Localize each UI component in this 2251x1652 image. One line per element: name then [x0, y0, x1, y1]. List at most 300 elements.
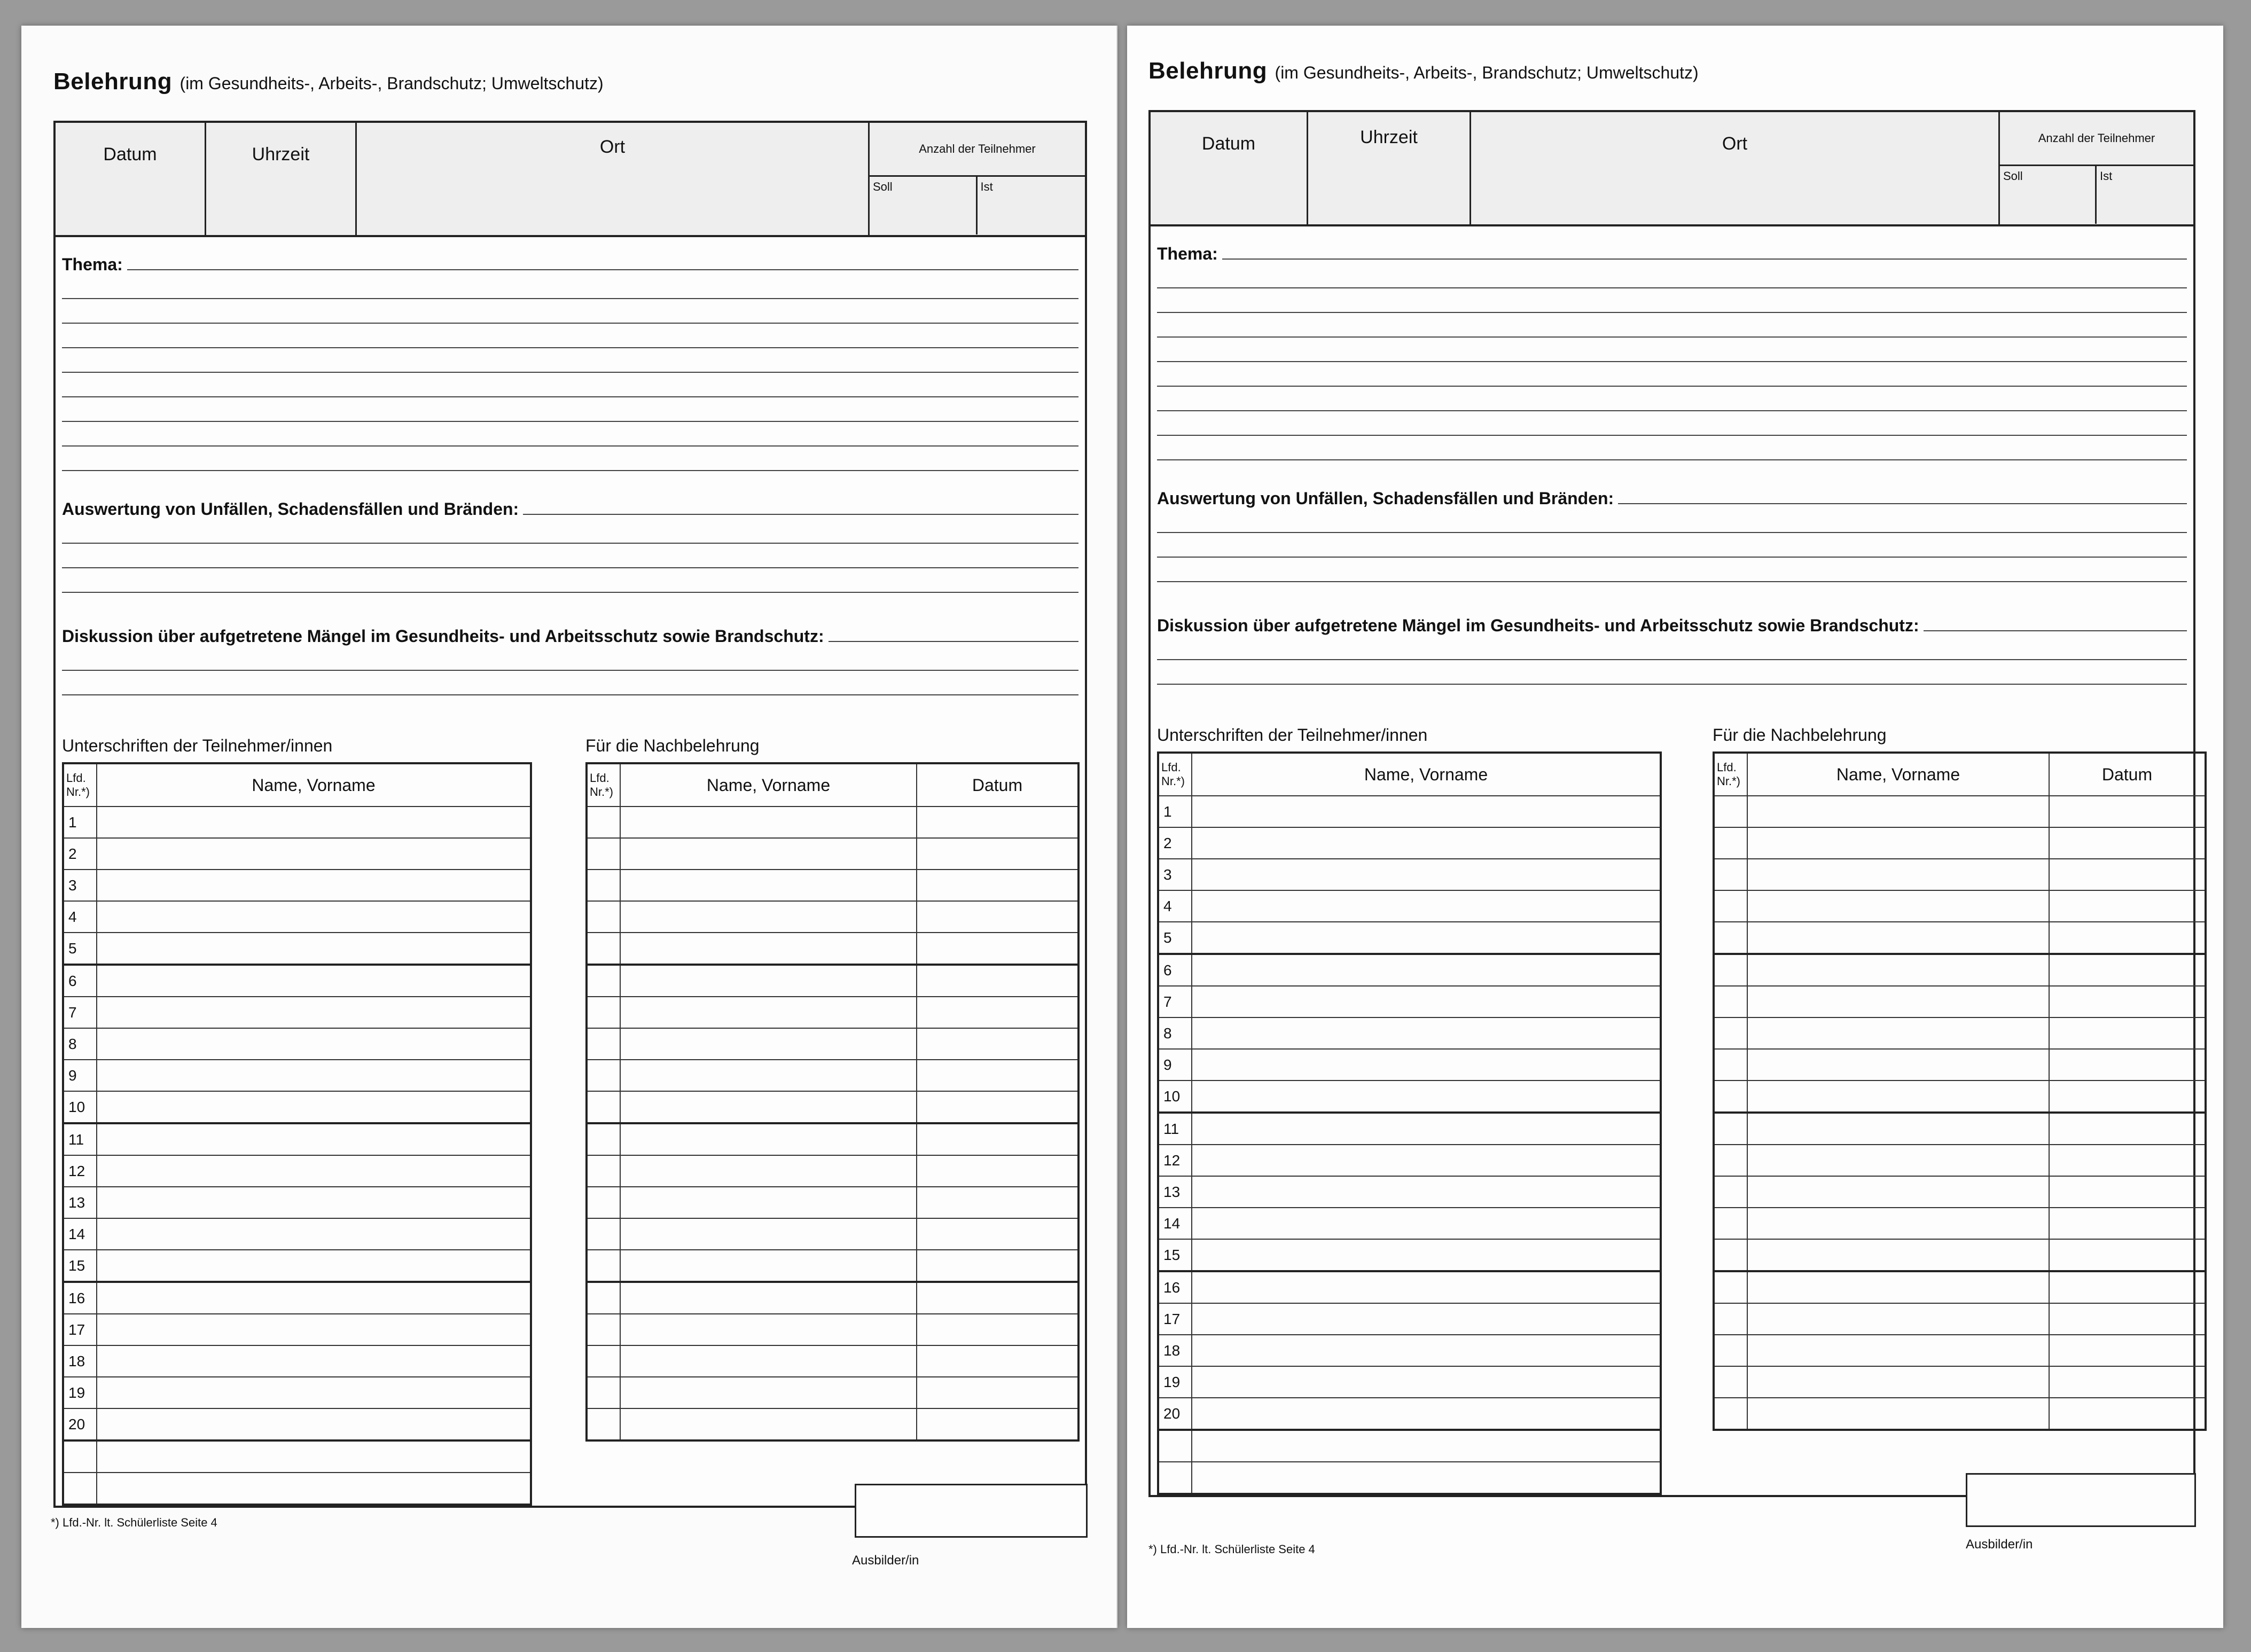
name-signature-cell[interactable] [1192, 890, 1661, 922]
nachbelehrung-caption: Für die Nachbelehrung [1713, 725, 1887, 745]
table-row [1158, 1335, 1661, 1366]
anzahl-cell [870, 123, 1085, 235]
row-number [587, 1218, 620, 1250]
date-cell[interactable] [2049, 796, 2206, 827]
row-number [1714, 1271, 1747, 1303]
row-number [587, 1314, 620, 1345]
col-name: Name, Vorname [1747, 753, 2049, 796]
ausbilder-label: Ausbilder/in [1966, 1537, 2033, 1552]
date-cell[interactable] [2049, 1398, 2206, 1430]
table-row [1158, 1049, 1661, 1081]
ist-field[interactable]: Ist [2100, 169, 2113, 183]
form-heading [53, 68, 1087, 116]
thema-line[interactable] [1222, 258, 2187, 260]
date-cell[interactable] [917, 1314, 1078, 1345]
footnote: *) Lfd.-Nr. lt. Schülerliste Seite 4 [1148, 1543, 1315, 1556]
date-cell[interactable] [917, 1345, 1078, 1377]
table-row [63, 1218, 531, 1250]
ausbilder-signature-box[interactable] [1966, 1473, 2196, 1527]
diskussion-label: Diskussion über aufgetretene Mängel im Gesundheits- und Arbeitsschutz sowie Brandschutz: [62, 627, 824, 646]
date-cell[interactable] [2049, 827, 2206, 859]
name-signature-cell[interactable] [1192, 922, 1661, 954]
name-signature-cell[interactable] [97, 1440, 531, 1473]
name-signature-cell[interactable] [1747, 986, 2049, 1017]
row-number: 17 [1158, 1303, 1192, 1335]
row-number [587, 1377, 620, 1408]
name-signature-cell[interactable] [1192, 954, 1661, 986]
name-signature-cell[interactable] [620, 933, 917, 965]
auswertung-label: Auswertung von Unfällen, Schadensfällen und Bränden: [1157, 489, 1614, 508]
name-signature-cell[interactable] [1747, 1049, 2049, 1081]
name-signature-cell[interactable] [1192, 1335, 1661, 1366]
name-signature-cell[interactable] [97, 1314, 531, 1345]
thema-line[interactable] [62, 348, 1078, 373]
name-signature-cell[interactable] [1747, 1145, 2049, 1176]
name-signature-cell[interactable] [1747, 1239, 2049, 1271]
table-row [1714, 1208, 2206, 1239]
date-cell[interactable] [917, 933, 1078, 965]
name-signature-cell[interactable] [620, 807, 917, 838]
table-row [587, 1187, 1078, 1218]
uhrzeit-cell[interactable] [206, 123, 357, 235]
name-signature-cell[interactable] [1192, 1113, 1661, 1145]
name-signature-cell[interactable] [97, 1377, 531, 1408]
thema-row[interactable] [1157, 226, 2187, 264]
name-signature-cell[interactable] [620, 1377, 917, 1408]
row-number [587, 933, 620, 965]
row-number: 4 [1158, 890, 1192, 922]
name-signature-cell[interactable] [97, 1187, 531, 1218]
name-signature-cell[interactable] [620, 870, 917, 901]
name-signature-cell[interactable] [97, 1473, 531, 1505]
name-signature-cell[interactable] [620, 1345, 917, 1377]
name-signature-cell[interactable] [620, 1282, 917, 1314]
col-lfd: Lfd. Nr.*) [1158, 753, 1192, 796]
table-row [63, 1408, 531, 1440]
date-cell[interactable] [2049, 986, 2206, 1017]
name-signature-cell[interactable] [1192, 1145, 1661, 1176]
ort-label: Ort [1722, 134, 1748, 154]
form-right [1148, 58, 2195, 1497]
row-number [1714, 1398, 1747, 1430]
name-signature-cell[interactable] [97, 1282, 531, 1314]
name-signature-cell[interactable] [1747, 1271, 2049, 1303]
thema-line[interactable] [1157, 313, 2187, 338]
signature-area [62, 736, 1078, 1506]
table-row [1714, 796, 2206, 827]
table-row [1158, 954, 1661, 986]
date-cell[interactable] [2049, 922, 2206, 954]
name-signature-cell[interactable] [620, 1123, 917, 1155]
name-signature-cell[interactable] [1192, 986, 1661, 1017]
table-row [63, 807, 531, 838]
content-box [53, 237, 1087, 1508]
name-signature-cell[interactable] [620, 1060, 917, 1091]
auswertung-line[interactable] [62, 544, 1078, 568]
date-cell[interactable] [2049, 1239, 2206, 1271]
table-row [587, 807, 1078, 838]
name-signature-cell[interactable] [1192, 1303, 1661, 1335]
auswertung-line[interactable] [1157, 558, 2187, 582]
table-row [1158, 1176, 1661, 1208]
ausbilder-signature-box[interactable] [855, 1484, 1088, 1538]
name-signature-cell[interactable] [1747, 1335, 2049, 1366]
date-cell[interactable] [917, 901, 1078, 933]
auswertung-line[interactable] [1157, 508, 2187, 533]
date-cell[interactable] [2049, 1303, 2206, 1335]
name-signature-cell[interactable] [620, 1187, 917, 1218]
table-row [1158, 1017, 1661, 1049]
name-signature-cell[interactable] [1747, 1398, 2049, 1430]
table-row [1714, 827, 2206, 859]
auswertung-line[interactable] [523, 513, 1078, 515]
thema-line[interactable] [62, 397, 1078, 422]
name-signature-cell[interactable] [97, 1123, 531, 1155]
ort-label: Ort [599, 137, 626, 157]
table-row [1714, 890, 2206, 922]
date-cell[interactable] [917, 1282, 1078, 1314]
table-row [587, 1250, 1078, 1282]
diskussion-line[interactable] [1157, 685, 2187, 709]
date-cell[interactable] [917, 1091, 1078, 1123]
diskussion-line[interactable] [1157, 660, 2187, 685]
thema-row[interactable] [62, 237, 1078, 275]
name-signature-cell[interactable] [1192, 1271, 1661, 1303]
date-cell[interactable] [917, 807, 1078, 838]
name-signature-cell[interactable] [1192, 1208, 1661, 1239]
row-number [587, 838, 620, 870]
auswertung-line[interactable] [1618, 503, 2187, 504]
thema-line[interactable] [1157, 338, 2187, 362]
uhrzeit-cell[interactable] [1308, 112, 1471, 224]
datum-cell[interactable] [1151, 112, 1308, 224]
name-signature-cell[interactable] [1747, 1303, 2049, 1335]
row-number: 12 [63, 1155, 97, 1187]
col-lfd: Lfd. Nr.*) [1714, 753, 1747, 796]
date-cell[interactable] [2049, 1081, 2206, 1113]
name-signature-cell[interactable] [97, 997, 531, 1028]
row-number: 1 [1158, 796, 1192, 827]
name-signature-cell[interactable] [1747, 859, 2049, 890]
row-number [587, 1345, 620, 1377]
name-signature-cell[interactable] [620, 1028, 917, 1060]
auswertung-line[interactable] [62, 519, 1078, 544]
ort-cell[interactable] [357, 123, 870, 235]
row-number [63, 1440, 97, 1473]
row-number [587, 870, 620, 901]
date-cell[interactable] [917, 838, 1078, 870]
date-cell[interactable] [917, 1250, 1078, 1282]
thema-line[interactable] [1157, 436, 2187, 460]
name-signature-cell[interactable] [97, 1218, 531, 1250]
form-title: Belehrung [53, 68, 173, 95]
date-cell[interactable] [2049, 1208, 2206, 1239]
uhrzeit-label: Uhrzeit [1360, 127, 1418, 147]
table-row [63, 838, 531, 870]
table-row [587, 933, 1078, 965]
date-cell[interactable] [917, 1218, 1078, 1250]
name-signature-cell[interactable] [620, 1314, 917, 1345]
nachbelehrung-caption: Für die Nachbelehrung [585, 736, 760, 755]
diskussion-line[interactable] [62, 695, 1078, 720]
table-row [1158, 986, 1661, 1017]
name-signature-cell[interactable] [97, 1408, 531, 1440]
diskussion-line[interactable] [829, 640, 1078, 642]
name-signature-cell[interactable] [97, 838, 531, 870]
thema-line[interactable] [62, 299, 1078, 324]
name-signature-cell[interactable] [97, 1250, 531, 1282]
table-row [587, 1155, 1078, 1187]
date-cell[interactable] [917, 1123, 1078, 1155]
row-number: 13 [1158, 1176, 1192, 1208]
name-signature-cell[interactable] [1747, 1081, 2049, 1113]
name-signature-cell[interactable] [1192, 1049, 1661, 1081]
row-number: 9 [63, 1060, 97, 1091]
thema-line[interactable] [1157, 387, 2187, 411]
auswertung-row[interactable] [62, 471, 1078, 519]
name-signature-cell[interactable] [1192, 859, 1661, 890]
row-number [1714, 986, 1747, 1017]
participants-caption: Unterschriften der Teilnehmer/innen [1157, 725, 1428, 745]
table-row [63, 1345, 531, 1377]
thema-line[interactable] [62, 275, 1078, 299]
table-row [1158, 1081, 1661, 1113]
row-number [587, 1408, 620, 1440]
diskussion-row[interactable] [62, 593, 1078, 646]
anzahl-cell [2000, 112, 2193, 224]
row-number: 16 [63, 1282, 97, 1314]
thema-line[interactable] [62, 324, 1078, 348]
row-number [1714, 1113, 1747, 1145]
table-row [1714, 1176, 2206, 1208]
table-row [1158, 1239, 1661, 1271]
header-table [1148, 110, 2195, 226]
name-signature-cell[interactable] [97, 1091, 531, 1123]
name-signature-cell[interactable] [1747, 796, 2049, 827]
name-signature-cell[interactable] [1747, 827, 2049, 859]
footnote: *) Lfd.-Nr. lt. Schülerliste Seite 4 [51, 1516, 217, 1529]
name-signature-cell[interactable] [97, 1155, 531, 1187]
diskussion-line[interactable] [1924, 630, 2187, 631]
auswertung-label: Auswertung von Unfällen, Schadensfällen und Bränden: [62, 499, 519, 519]
date-cell[interactable] [2049, 1017, 2206, 1049]
soll-field[interactable]: Soll [2000, 166, 2097, 224]
row-number [1158, 1430, 1192, 1462]
table-row [63, 901, 531, 933]
name-signature-cell[interactable] [1747, 1208, 2049, 1239]
table-row [1714, 1017, 2206, 1049]
row-number [1158, 1462, 1192, 1494]
row-number [587, 1282, 620, 1314]
row-number: 3 [1158, 859, 1192, 890]
name-signature-cell[interactable] [620, 901, 917, 933]
name-signature-cell[interactable] [620, 1091, 917, 1123]
signature-area [1157, 725, 2187, 1495]
diskussion-line[interactable] [62, 671, 1078, 695]
table-row [1158, 1208, 1661, 1239]
table-row [63, 1250, 531, 1282]
name-signature-cell[interactable] [1192, 1081, 1661, 1113]
name-signature-cell[interactable] [97, 1345, 531, 1377]
name-signature-cell[interactable] [1192, 796, 1661, 827]
thema-line[interactable] [62, 373, 1078, 397]
date-cell[interactable] [2049, 1335, 2206, 1366]
uhrzeit-label: Uhrzeit [252, 144, 310, 165]
name-signature-cell[interactable] [97, 1028, 531, 1060]
date-cell[interactable] [917, 1377, 1078, 1408]
name-signature-cell[interactable] [620, 1408, 917, 1440]
table-row [587, 901, 1078, 933]
date-cell[interactable] [917, 1028, 1078, 1060]
date-cell[interactable] [2049, 1366, 2206, 1398]
row-number [1714, 1176, 1747, 1208]
name-signature-cell[interactable] [1192, 1398, 1661, 1430]
datum-label: Datum [1201, 134, 1256, 154]
date-cell[interactable] [2049, 1049, 2206, 1081]
thema-line[interactable] [62, 447, 1078, 471]
name-signature-cell[interactable] [97, 870, 531, 901]
ausbilder-label: Ausbilder/in [852, 1553, 919, 1568]
table-row [1714, 1145, 2206, 1176]
row-number [587, 1028, 620, 1060]
table-row [1714, 1398, 2206, 1430]
date-cell[interactable] [2049, 1176, 2206, 1208]
row-number [1714, 859, 1747, 890]
row-number: 1 [63, 807, 97, 838]
name-signature-cell[interactable] [1747, 1113, 2049, 1145]
table-row [587, 1314, 1078, 1345]
name-signature-cell[interactable] [1192, 827, 1661, 859]
date-cell[interactable] [917, 870, 1078, 901]
row-number: 9 [1158, 1049, 1192, 1081]
datum-cell[interactable] [56, 123, 206, 235]
date-cell[interactable] [917, 1060, 1078, 1091]
name-signature-cell[interactable] [620, 1218, 917, 1250]
participants-table [1157, 751, 1662, 1495]
date-cell[interactable] [2049, 1271, 2206, 1303]
thema-line[interactable] [127, 269, 1078, 270]
name-signature-cell[interactable] [97, 1060, 531, 1091]
table-row [1158, 859, 1661, 890]
name-signature-cell[interactable] [97, 807, 531, 838]
name-signature-cell[interactable] [1192, 1176, 1661, 1208]
name-signature-cell[interactable] [1192, 1017, 1661, 1049]
table-row [1158, 890, 1661, 922]
form-subtitle: (im Gesundheits-, Arbeits-, Brandschutz; Umweltschutz) [1275, 63, 1699, 82]
table-row [587, 1408, 1078, 1440]
name-signature-cell[interactable] [1192, 1462, 1661, 1494]
date-cell[interactable] [917, 1155, 1078, 1187]
name-signature-cell[interactable] [620, 965, 917, 997]
ort-cell[interactable] [1471, 112, 2000, 224]
table-row [63, 1377, 531, 1408]
row-number [587, 1155, 620, 1187]
name-signature-cell[interactable] [1192, 1239, 1661, 1271]
date-cell[interactable] [917, 1408, 1078, 1440]
name-signature-cell[interactable] [1747, 1366, 2049, 1398]
participants-block [1157, 725, 1662, 1495]
name-signature-cell[interactable] [1747, 1176, 2049, 1208]
diskussion-row[interactable] [1157, 582, 2187, 636]
date-cell[interactable] [2049, 859, 2206, 890]
table-row [587, 1028, 1078, 1060]
date-cell[interactable] [917, 997, 1078, 1028]
row-number [1714, 1049, 1747, 1081]
table-row [1158, 1145, 1661, 1176]
col-name: Name, Vorname [620, 763, 917, 807]
date-cell[interactable] [2049, 1113, 2206, 1145]
name-signature-cell[interactable] [1192, 1366, 1661, 1398]
auswertung-line[interactable] [62, 568, 1078, 593]
thema-line[interactable] [1157, 362, 2187, 387]
row-number [587, 1091, 620, 1123]
row-number: 18 [1158, 1335, 1192, 1366]
table-row [587, 870, 1078, 901]
name-signature-cell[interactable] [97, 901, 531, 933]
row-number [587, 807, 620, 838]
table-row [1714, 1366, 2206, 1398]
thema-line[interactable] [62, 422, 1078, 447]
auswertung-row[interactable] [1157, 460, 2187, 508]
name-signature-cell[interactable] [620, 997, 917, 1028]
date-cell[interactable] [917, 965, 1078, 997]
ist-field[interactable]: Ist [980, 180, 993, 193]
row-number: 11 [1158, 1113, 1192, 1145]
name-signature-cell[interactable] [1192, 1430, 1661, 1462]
name-signature-cell[interactable] [620, 838, 917, 870]
name-signature-cell[interactable] [620, 1250, 917, 1282]
date-cell[interactable] [2049, 890, 2206, 922]
auswertung-line[interactable] [1157, 533, 2187, 558]
row-number [587, 1187, 620, 1218]
table-row [63, 1473, 531, 1505]
participants-block [62, 736, 532, 1506]
thema-line[interactable] [1157, 288, 2187, 313]
name-signature-cell[interactable] [97, 965, 531, 997]
table-row [63, 1060, 531, 1091]
name-signature-cell[interactable] [97, 933, 531, 965]
name-signature-cell[interactable] [620, 1155, 917, 1187]
date-cell[interactable] [917, 1187, 1078, 1218]
diskussion-line[interactable] [62, 646, 1078, 671]
table-row [63, 997, 531, 1028]
thema-line[interactable] [1157, 264, 2187, 288]
row-number: 18 [63, 1345, 97, 1377]
row-number [1714, 922, 1747, 954]
table-row [1158, 1462, 1661, 1494]
table-row [63, 870, 531, 901]
thema-line[interactable] [1157, 411, 2187, 436]
row-number [587, 1250, 620, 1282]
name-signature-cell[interactable] [1747, 890, 2049, 922]
col-lfd: Lfd. Nr.*) [63, 763, 97, 807]
row-number: 3 [63, 870, 97, 901]
table-row [1158, 1366, 1661, 1398]
date-cell[interactable] [2049, 954, 2206, 986]
soll-field[interactable]: Soll [870, 177, 978, 234]
row-number [63, 1473, 97, 1505]
name-signature-cell[interactable] [1747, 954, 2049, 986]
col-name: Name, Vorname [1192, 753, 1661, 796]
diskussion-line[interactable] [1157, 636, 2187, 660]
table-row [587, 1060, 1078, 1091]
table-row [63, 965, 531, 997]
table-row [63, 1028, 531, 1060]
date-cell[interactable] [2049, 1145, 2206, 1176]
name-signature-cell[interactable] [1747, 922, 2049, 954]
name-signature-cell[interactable] [1747, 1017, 2049, 1049]
table-row [1714, 954, 2206, 986]
